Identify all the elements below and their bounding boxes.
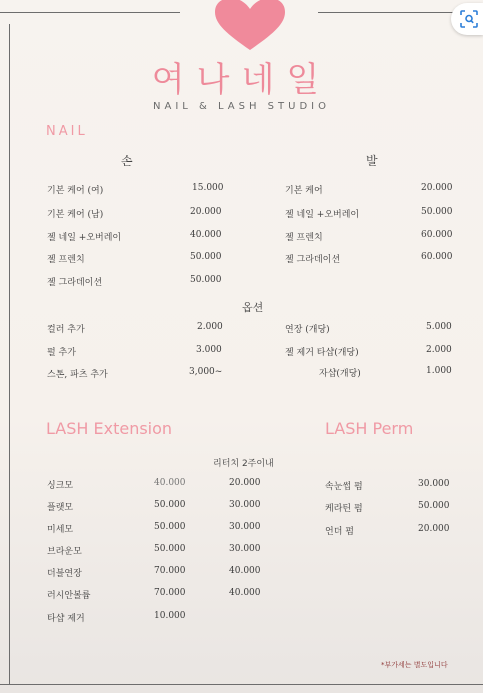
item-name: 러시안볼륨 (47, 591, 91, 601)
item-price: 3.000 (196, 345, 222, 355)
frame-top-left-line (0, 12, 180, 13)
scan-button[interactable] (451, 3, 483, 35)
item-name: 젤 프렌치 (285, 233, 323, 243)
item-price: 50.000 (154, 544, 186, 554)
vat-note: *부가세는 별도입니다 (381, 661, 448, 669)
frame-left-line (9, 24, 10, 684)
item-name: 더블연장 (47, 569, 82, 579)
frame-bottom-line (0, 684, 483, 685)
item-price: 2.000 (426, 345, 452, 355)
item-price: 3,000~ (189, 367, 223, 377)
scan-icon (460, 10, 478, 28)
lash-perm-title: LASH Perm (325, 419, 414, 438)
item-name: 브라운모 (47, 547, 82, 557)
item-price: 20.000 (190, 207, 222, 217)
item-name: 기본 케어 (여) (47, 186, 104, 196)
item-retouch-price: 30.000 (229, 544, 261, 554)
item-price: 20.000 (421, 183, 453, 193)
item-price: 1.000 (426, 366, 452, 376)
item-name: 스톤, 파츠 추가 (47, 370, 108, 380)
item-name: 젤 그라데이션 (285, 255, 341, 265)
heart-logo-icon (213, 0, 287, 52)
item-price: 15.000 (192, 183, 224, 193)
item-name: 케라틴 펌 (325, 504, 363, 514)
item-price: 50.000 (154, 500, 186, 510)
item-name: 컬러 추가 (47, 325, 85, 335)
lash-extension-title: LASH Extension (46, 419, 173, 438)
item-price: 30.000 (418, 479, 450, 489)
item-name: 젤 제거 타샵(개당) (285, 348, 359, 358)
item-retouch-price: 40.000 (229, 588, 261, 598)
item-name: 젤 네일 +오버레이 (47, 233, 122, 243)
item-price: 20.000 (418, 524, 450, 534)
item-retouch-price: 30.000 (229, 522, 261, 532)
item-price: 50.000 (190, 252, 222, 262)
brand-subtitle: NAIL & LASH STUDIO (153, 101, 330, 112)
item-name: 기본 케어 (남) (47, 210, 104, 220)
item-price: 40.000 (190, 230, 222, 240)
brand-title: 여나네일 (151, 60, 332, 100)
item-name: 싱크모 (47, 481, 74, 491)
item-price: 5.000 (426, 322, 452, 332)
nail-section-title: NAIL (46, 124, 88, 139)
item-name: 자샵(개당) (319, 369, 361, 379)
item-retouch-price: 30.000 (229, 500, 261, 510)
item-price: 50.000 (154, 522, 186, 532)
item-name: 젤 네일 +오버레이 (285, 210, 360, 220)
item-retouch-price: 40.000 (229, 566, 261, 576)
item-name: 기본 케어 (285, 186, 323, 196)
options-title: 옵션 (242, 301, 264, 314)
item-name: 플랫모 (47, 503, 74, 513)
item-name: 언더 펌 (325, 527, 354, 537)
item-price: 50.000 (421, 207, 453, 217)
item-name: 연장 (개당) (285, 325, 330, 335)
item-price: 60.000 (421, 230, 453, 240)
item-price: 40.000 (154, 478, 186, 488)
item-price: 70.000 (154, 588, 186, 598)
item-price: 50.000 (418, 501, 450, 511)
item-retouch-price: 20.000 (229, 478, 261, 488)
item-price: 70.000 (154, 566, 186, 576)
item-name: 미세모 (47, 525, 74, 535)
item-name: 젤 그라데이션 (47, 278, 103, 288)
item-price: 50.000 (190, 275, 222, 285)
item-name: 젤 프렌치 (47, 255, 85, 265)
foot-column-title: 발 (366, 154, 378, 168)
item-price: 2.000 (197, 322, 223, 332)
item-name: 펄 추가 (47, 348, 76, 358)
item-name: 타샵 제거 (47, 614, 85, 624)
item-price: 60.000 (421, 252, 453, 262)
item-name: 속눈썹 펌 (325, 482, 363, 492)
retouch-header: 리터치 2주이내 (213, 459, 274, 469)
item-price: 10.000 (154, 611, 186, 621)
hand-column-title: 손 (121, 154, 133, 168)
